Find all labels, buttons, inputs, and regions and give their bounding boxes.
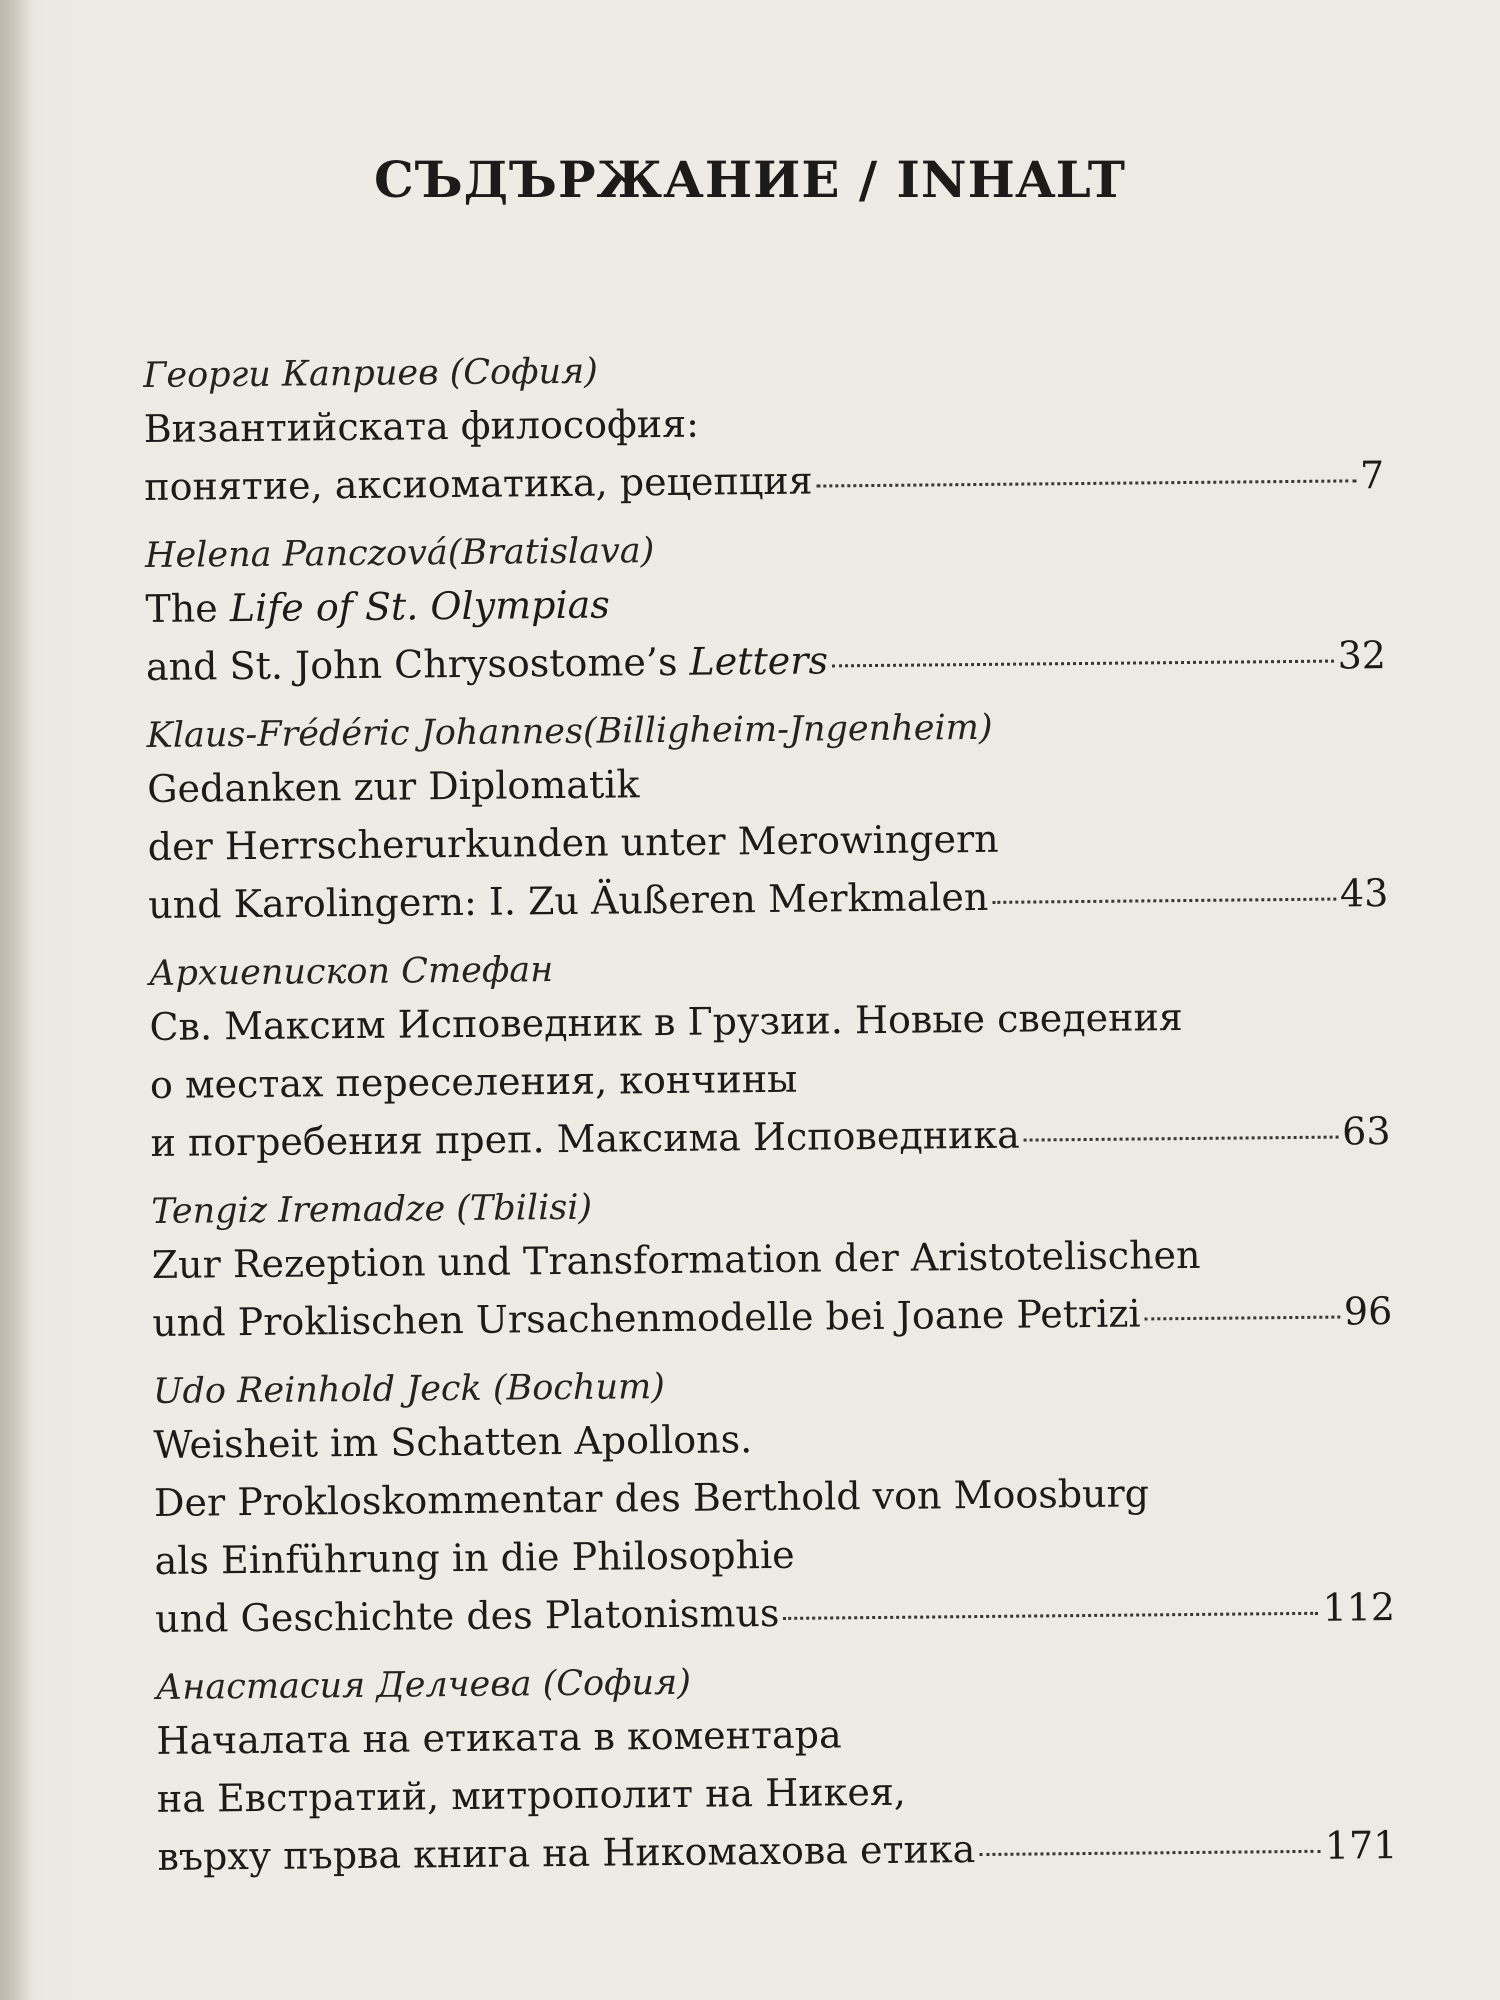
entry-title-line: Началата на етиката в коментара [156, 1712, 842, 1763]
page-number: 96 [1343, 1289, 1393, 1334]
entry-title-line: Der Prokloskommentar des Berthold von Moosburg [153, 1471, 1150, 1525]
page-number: 63 [1341, 1109, 1391, 1154]
entry-last-line [146, 626, 1386, 696]
toc-entry [145, 520, 1387, 696]
entry-title-line: Св. Максим Исповедник в Грузии. Новые сведения [149, 995, 1183, 1049]
entry-last-line [150, 1102, 1390, 1172]
toc-entry [149, 938, 1391, 1172]
page-number: 43 [1339, 871, 1389, 916]
entry-author: Udo Reinhold Jeck (Bochum) [152, 1367, 666, 1412]
page-number: 32 [1337, 633, 1387, 678]
entry-last-line [155, 1578, 1395, 1648]
entry-title-line: als Einführung in die Philosophie [154, 1532, 795, 1583]
dot-leader [817, 479, 1356, 487]
page-heading: СЪДЪРЖАНИЕ / INHALT [374, 150, 1126, 209]
toc-entry [156, 1652, 1398, 1886]
entry-title-line [146, 631, 828, 696]
page-number: 7 [1359, 453, 1385, 498]
title-text: and St. John Chrysostome’s [145, 639, 690, 689]
entry-author: Tengiz Iremadze (Tbilisi) [151, 1187, 593, 1232]
toc-entry [153, 1356, 1396, 1648]
entry-title-line: Византийската философия: [143, 401, 700, 451]
entry-author: Георги Каприев (София) [143, 351, 599, 396]
entry-title-line: Weisheit im Schatten Apollons. [153, 1417, 753, 1467]
entry-title-line: на Евстратий, митрополит на Никея, [156, 1769, 907, 1821]
dot-leader [832, 660, 1334, 668]
entry-title-line: и погребения преп. Максима Исповедника [150, 1112, 1020, 1165]
dot-leader [979, 1850, 1321, 1856]
entry-author: Helena Panczová(Bratislava) [144, 531, 655, 576]
entry-author: Архиепископ Стефан [148, 950, 554, 994]
entry-title-line: Gedanken zur Diplomatik [146, 762, 640, 811]
entry-title-line: der Herrscherurkunden unter Merowingern [147, 816, 999, 869]
title-text: The [145, 586, 231, 631]
title-italic-text: Letters [689, 638, 829, 684]
table-of-contents [143, 340, 1398, 1902]
entry-title-line: und Geschichte des Platonismus [154, 1590, 780, 1641]
toc-entry [143, 340, 1385, 516]
entry-author: Klaus-Frédéric Johannes(Billigheim-Jngenheim) [146, 707, 993, 756]
entry-title-line: о местах переселения, кончины [149, 1056, 798, 1107]
entry-title-line: върху първа книга на Никомахова етика [157, 1827, 976, 1879]
page-number: 112 [1322, 1585, 1396, 1630]
page-number: 171 [1324, 1823, 1398, 1868]
entry-last-line [152, 1282, 1392, 1352]
toc-entry [151, 1176, 1393, 1352]
entry-last-line [157, 1816, 1397, 1886]
dot-leader [783, 1612, 1318, 1620]
entry-author: Анастасия Делчева (София) [155, 1662, 692, 1708]
entry-title-line: понятие, аксиоматика, рецепция [144, 458, 813, 509]
entry-last-line [144, 446, 1384, 516]
dot-leader [1145, 1316, 1340, 1321]
title-italic-text: Life of St. Olympias [229, 582, 611, 631]
dot-leader [992, 898, 1336, 904]
entry-title-line: Zur Rezeption und Transformation der Aristotelischen [151, 1232, 1201, 1287]
entry-title-line: und Karolingern: I. Zu Äußeren Merkmalen [148, 874, 989, 927]
dot-leader [1024, 1136, 1338, 1142]
entry-last-line [148, 864, 1388, 934]
book-gutter-shadow [0, 0, 34, 2000]
entry-title-line: und Proklischen Ursachenmodelle bei Joane Petrizi [152, 1291, 1141, 1345]
toc-entry [146, 700, 1388, 934]
